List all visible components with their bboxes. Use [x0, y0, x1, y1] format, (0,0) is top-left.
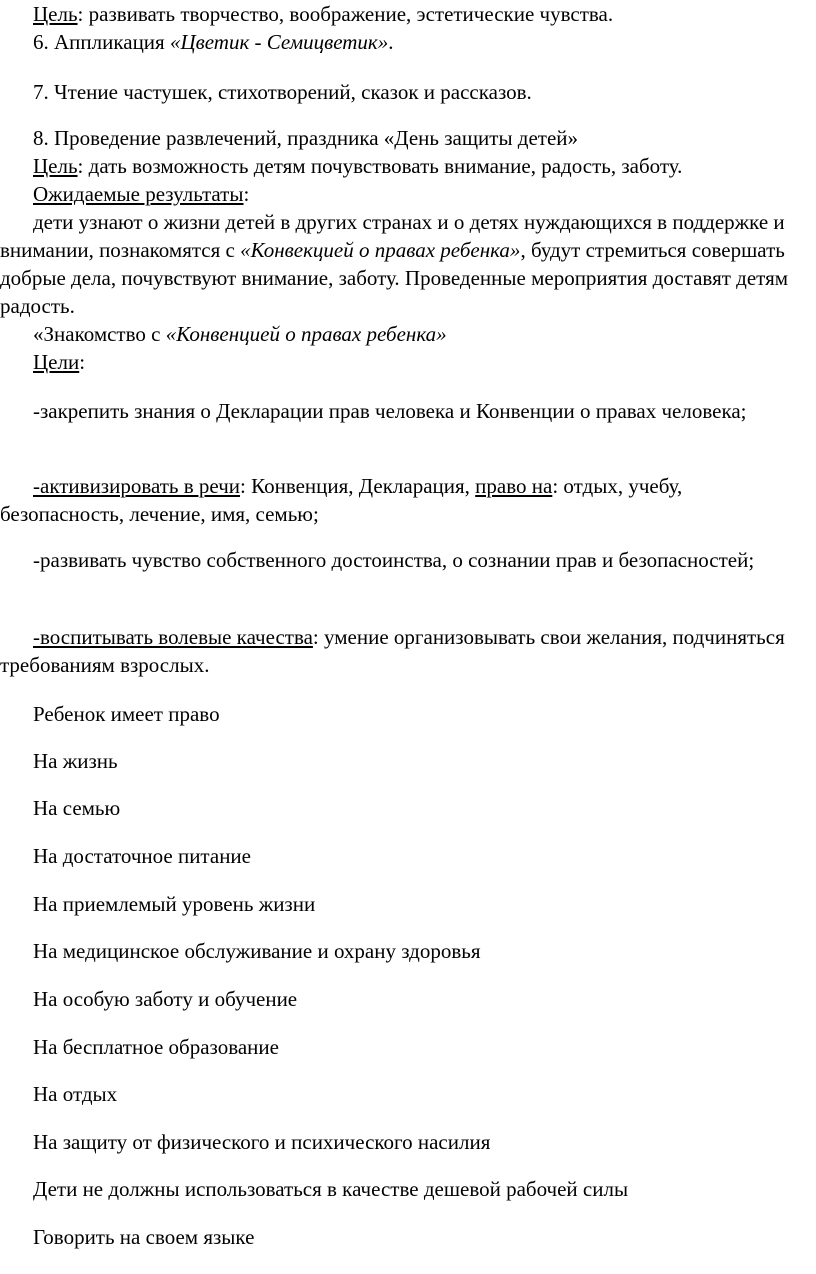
goal-label: Цель [33, 2, 78, 26]
rights-item: На отдых [33, 1082, 118, 1106]
rights-item: Говорить на своем языке [33, 1225, 255, 1249]
goals-heading [0, 348, 800, 376]
rights-item: На особую заботу и обучение [33, 987, 298, 1011]
goal-item-2-label: -активизировать в речи [33, 474, 241, 498]
intro-prefix: «Знакомство с [33, 322, 166, 346]
goal-item-2-mid: : Конвенция, Декларация, [240, 474, 476, 498]
goal-item-2-label2: право на [475, 474, 553, 498]
results-convention: «Конвекцией о правах ребенка» [240, 238, 521, 262]
goal-item-4-rest: : умение организовывать свои желания, подчиняться требованиям взрослых. [0, 625, 785, 677]
goals-colon: : [79, 350, 86, 374]
item-6 [0, 28, 800, 56]
expected-results-heading [0, 180, 800, 208]
item-6-suffix: . [388, 30, 394, 54]
rights-item: На семью [33, 796, 121, 820]
results-paragraph [0, 208, 800, 320]
goal-text: : дать возможность детям почувствовать внимание, радость, заботу. [77, 154, 683, 178]
item-6-title: «Цветик - Семицветик» [169, 30, 389, 54]
intro-title: «Конвенцией о правах ребенка» [165, 322, 447, 346]
rights-item: На достаточное питание [33, 844, 251, 868]
goal-item-4-label: -воспитывать волевые качества [33, 625, 313, 649]
goal-item-1: -закрепить знания о Декларации прав человека и Конвенции о правах человека; [33, 399, 747, 423]
intro-line [0, 320, 800, 348]
goal-line-2 [0, 152, 800, 180]
item-8: 8. Проведение развлечений, праздника «День защиты детей» [33, 126, 579, 150]
goal-line-1 [0, 0, 800, 28]
rights-item: Дети не должны использоваться в качестве дешевой рабочей силы [33, 1177, 629, 1201]
rights-item: На медицинское обслуживание и охрану здоровья [33, 939, 481, 963]
item-7: 7. Чтение частушек, стихотворений, сказок и рассказов. [33, 80, 532, 104]
rights-heading: Ребенок имеет право [33, 702, 220, 726]
goal-item-2-rest: : отдых, учебу, безопасность, лечение, имя, семью; [0, 474, 683, 526]
expected-label: Ожидаемые результаты [33, 182, 244, 206]
goal-label: Цель [33, 154, 78, 178]
goal-item-3: -развивать чувство собственного достоинства, о сознании прав и безопасностей; [33, 548, 755, 572]
results-text-2: , будут стремиться совершать добрые дела, почувствуют внимание, заботу. Проведенные мероприятия доставят детям радость. [0, 238, 789, 318]
rights-item: На бесплатное образование [33, 1035, 279, 1059]
item-6-prefix: 6. Аппликация [33, 30, 170, 54]
results-text-1: дети узнают о жизни детей в других странах и о детях нуждающихся в поддержке и внимании, познакомятся с [0, 210, 785, 262]
rights-item: На защиту от физического и психического насилия [33, 1130, 491, 1154]
goal-item-4 [0, 623, 800, 679]
rights-item: На приемлемый уровень жизни [33, 892, 316, 916]
goals-label: Цели [33, 350, 80, 374]
expected-colon: : [243, 182, 250, 206]
goal-item-2 [0, 472, 800, 528]
goal-text: : развивать творчество, воображение, эстетические чувства. [77, 2, 614, 26]
rights-item: На жизнь [33, 749, 118, 773]
